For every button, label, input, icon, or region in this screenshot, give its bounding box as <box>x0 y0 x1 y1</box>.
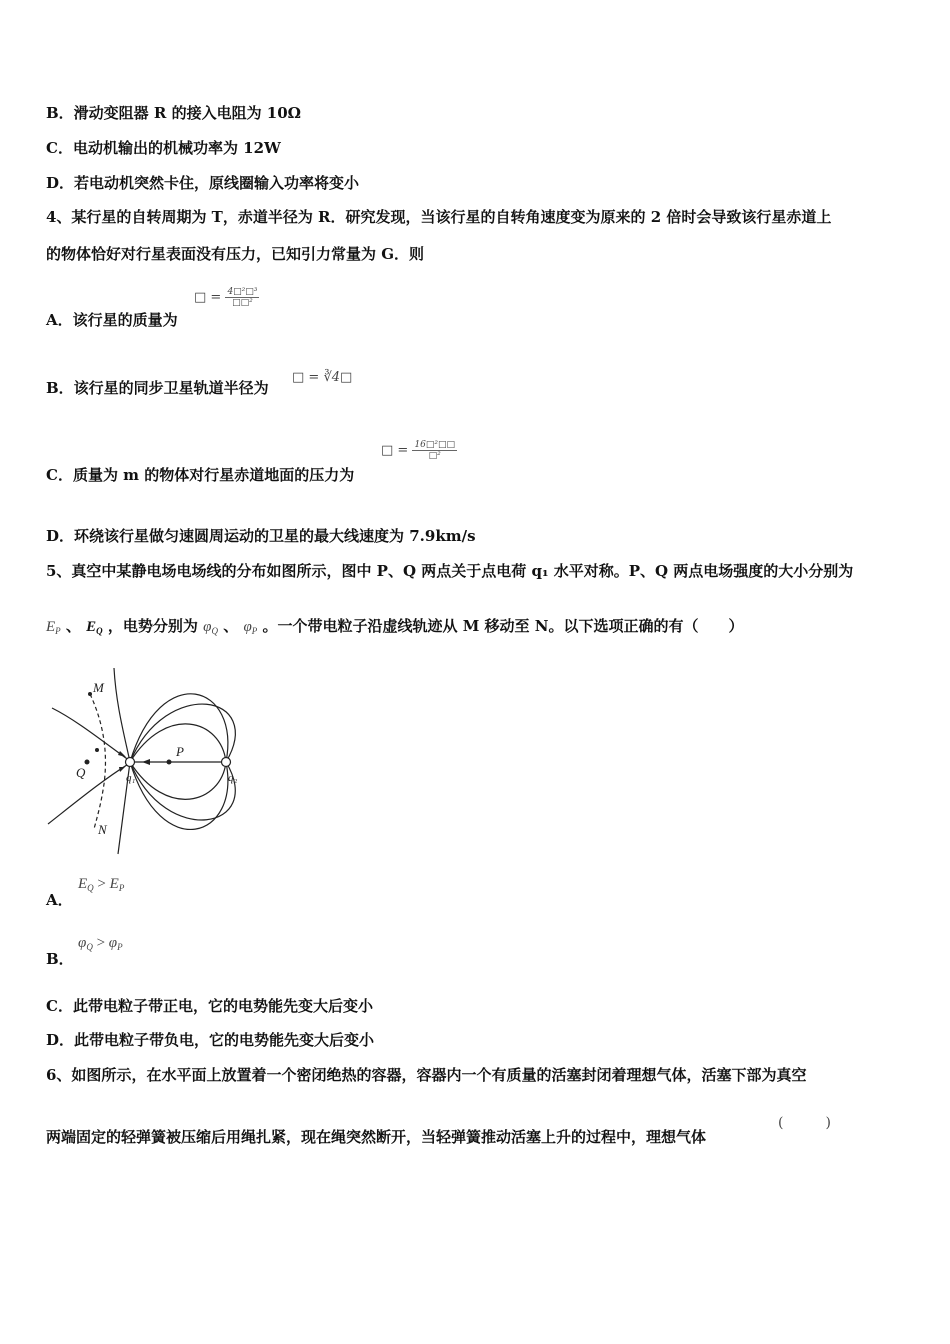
label-n: N <box>98 822 107 837</box>
q5-stem-line1: 5、真空中某静电场电场线的分布如图所示，图中 P、Q 两点关于点电荷 q₁ 水平对称。P、Q 两点电场强度的大小分别为 <box>46 562 854 580</box>
q4-a-denominator: □□² <box>232 298 253 308</box>
option-d-q3: D．若电动机突然卡住，原线圈输入功率将变小 <box>46 174 360 192</box>
q4-option-d: D．环绕该行星做匀速圆周运动的卫星的最大线速度为 7.9km/s <box>46 527 476 545</box>
q4-option-b: B．该行星的同步卫星轨道半径为 <box>46 379 269 397</box>
q4-a-lhs: □ = <box>194 290 222 305</box>
phi-q-symbol: $\varphi_Q$ <box>203 619 218 636</box>
option-c-q3: C．电动机输出的机械功率为 12W <box>46 139 281 157</box>
q4-option-c: C．质量为 m 的物体对行星赤道地面的压力为 <box>46 466 355 484</box>
e-p-symbol: $E_P$ <box>46 619 61 636</box>
q4-a-numerator: 4□²□³ <box>227 287 258 297</box>
point-m-dot <box>88 692 92 696</box>
q5-option-c: C．此带电粒子带正电，它的电势能先变大后变小 <box>46 997 373 1015</box>
point-p-dot <box>167 760 172 765</box>
label-p: P <box>176 744 184 759</box>
field-line <box>52 708 130 761</box>
q6-answer-paren: ( ) <box>778 1115 831 1131</box>
label-q1: q₁ <box>126 772 136 784</box>
q5-potential-text: ，电势分别为 <box>107 617 198 635</box>
q5-stem-tail: 。一个带电粒子沿虚线轨迹从 M 移动至 N。以下选项正确的有（ ） <box>262 617 744 635</box>
label-q: Q <box>76 765 86 780</box>
q4-option-a: A．该行星的质量为 <box>46 311 178 329</box>
q6-stem-line2: 两端固定的轻弹簧被压缩后用绳扎紧，现在绳突然断开，当轻弹簧推动活塞上升的过程中，理想气体 <box>46 1128 707 1146</box>
trajectory-dot <box>95 748 99 752</box>
field-line <box>114 668 130 762</box>
electric-field-figure <box>46 664 271 859</box>
q4-c-numerator: 16□²□□ <box>414 440 456 450</box>
q4-c-denominator: □² <box>428 451 441 461</box>
q5-a-formula: $E_Q > E_P$ <box>78 876 125 893</box>
option-b-q3: B．滑动变阻器 R 的接入电阻为 10Ω <box>46 104 302 122</box>
q4-c-formula <box>381 440 457 461</box>
q4-b-formula: □ = ∛4□ <box>292 370 353 385</box>
label-q2: q₂ <box>228 772 238 784</box>
q5-option-d: D．此带电粒子带负电，它的电势能先变大后变小 <box>46 1031 375 1049</box>
q5-option-b: B． <box>46 950 74 968</box>
point-q-dot <box>85 760 90 765</box>
field-line <box>130 762 235 820</box>
q4-stem-line2: 的物体恰好对行星表面没有压力，已知引力常量为 G．则 <box>46 245 425 263</box>
field-line <box>130 762 228 829</box>
field-line <box>130 762 226 799</box>
phi-p-symbol: $\varphi_P$ <box>243 619 258 636</box>
label-m: M <box>93 680 104 695</box>
arrow-head <box>119 767 125 772</box>
separator: 、 <box>65 617 81 635</box>
q4-a-formula <box>194 287 259 308</box>
field-line <box>48 763 130 824</box>
q5-option-a: A． <box>46 891 73 909</box>
arrow-head <box>142 759 150 765</box>
particle-trajectory <box>90 694 105 829</box>
charge-q1 <box>126 758 135 767</box>
charge-q2 <box>222 758 231 767</box>
e-q-symbol: $E_Q$ <box>86 619 103 636</box>
arrow-head <box>118 751 126 757</box>
q5-stem-line2 <box>46 615 744 636</box>
q4-stem-line1: 4、某行星的自转周期为 T，赤道半径为 R．研究发现，当该行星的自转角速度变为原来的 2 倍时会导致该行星赤道上 <box>46 208 832 226</box>
q4-c-lhs: □ = <box>381 443 409 458</box>
separator-2: 、 <box>223 617 239 635</box>
q6-stem-line1: 6、如图所示，在水平面上放置着一个密闭绝热的容器，容器内一个有质量的活塞封闭着理想气体，活塞下部为真空 <box>46 1066 807 1084</box>
q5-b-formula: $\varphi_Q > \varphi_P$ <box>78 935 123 952</box>
